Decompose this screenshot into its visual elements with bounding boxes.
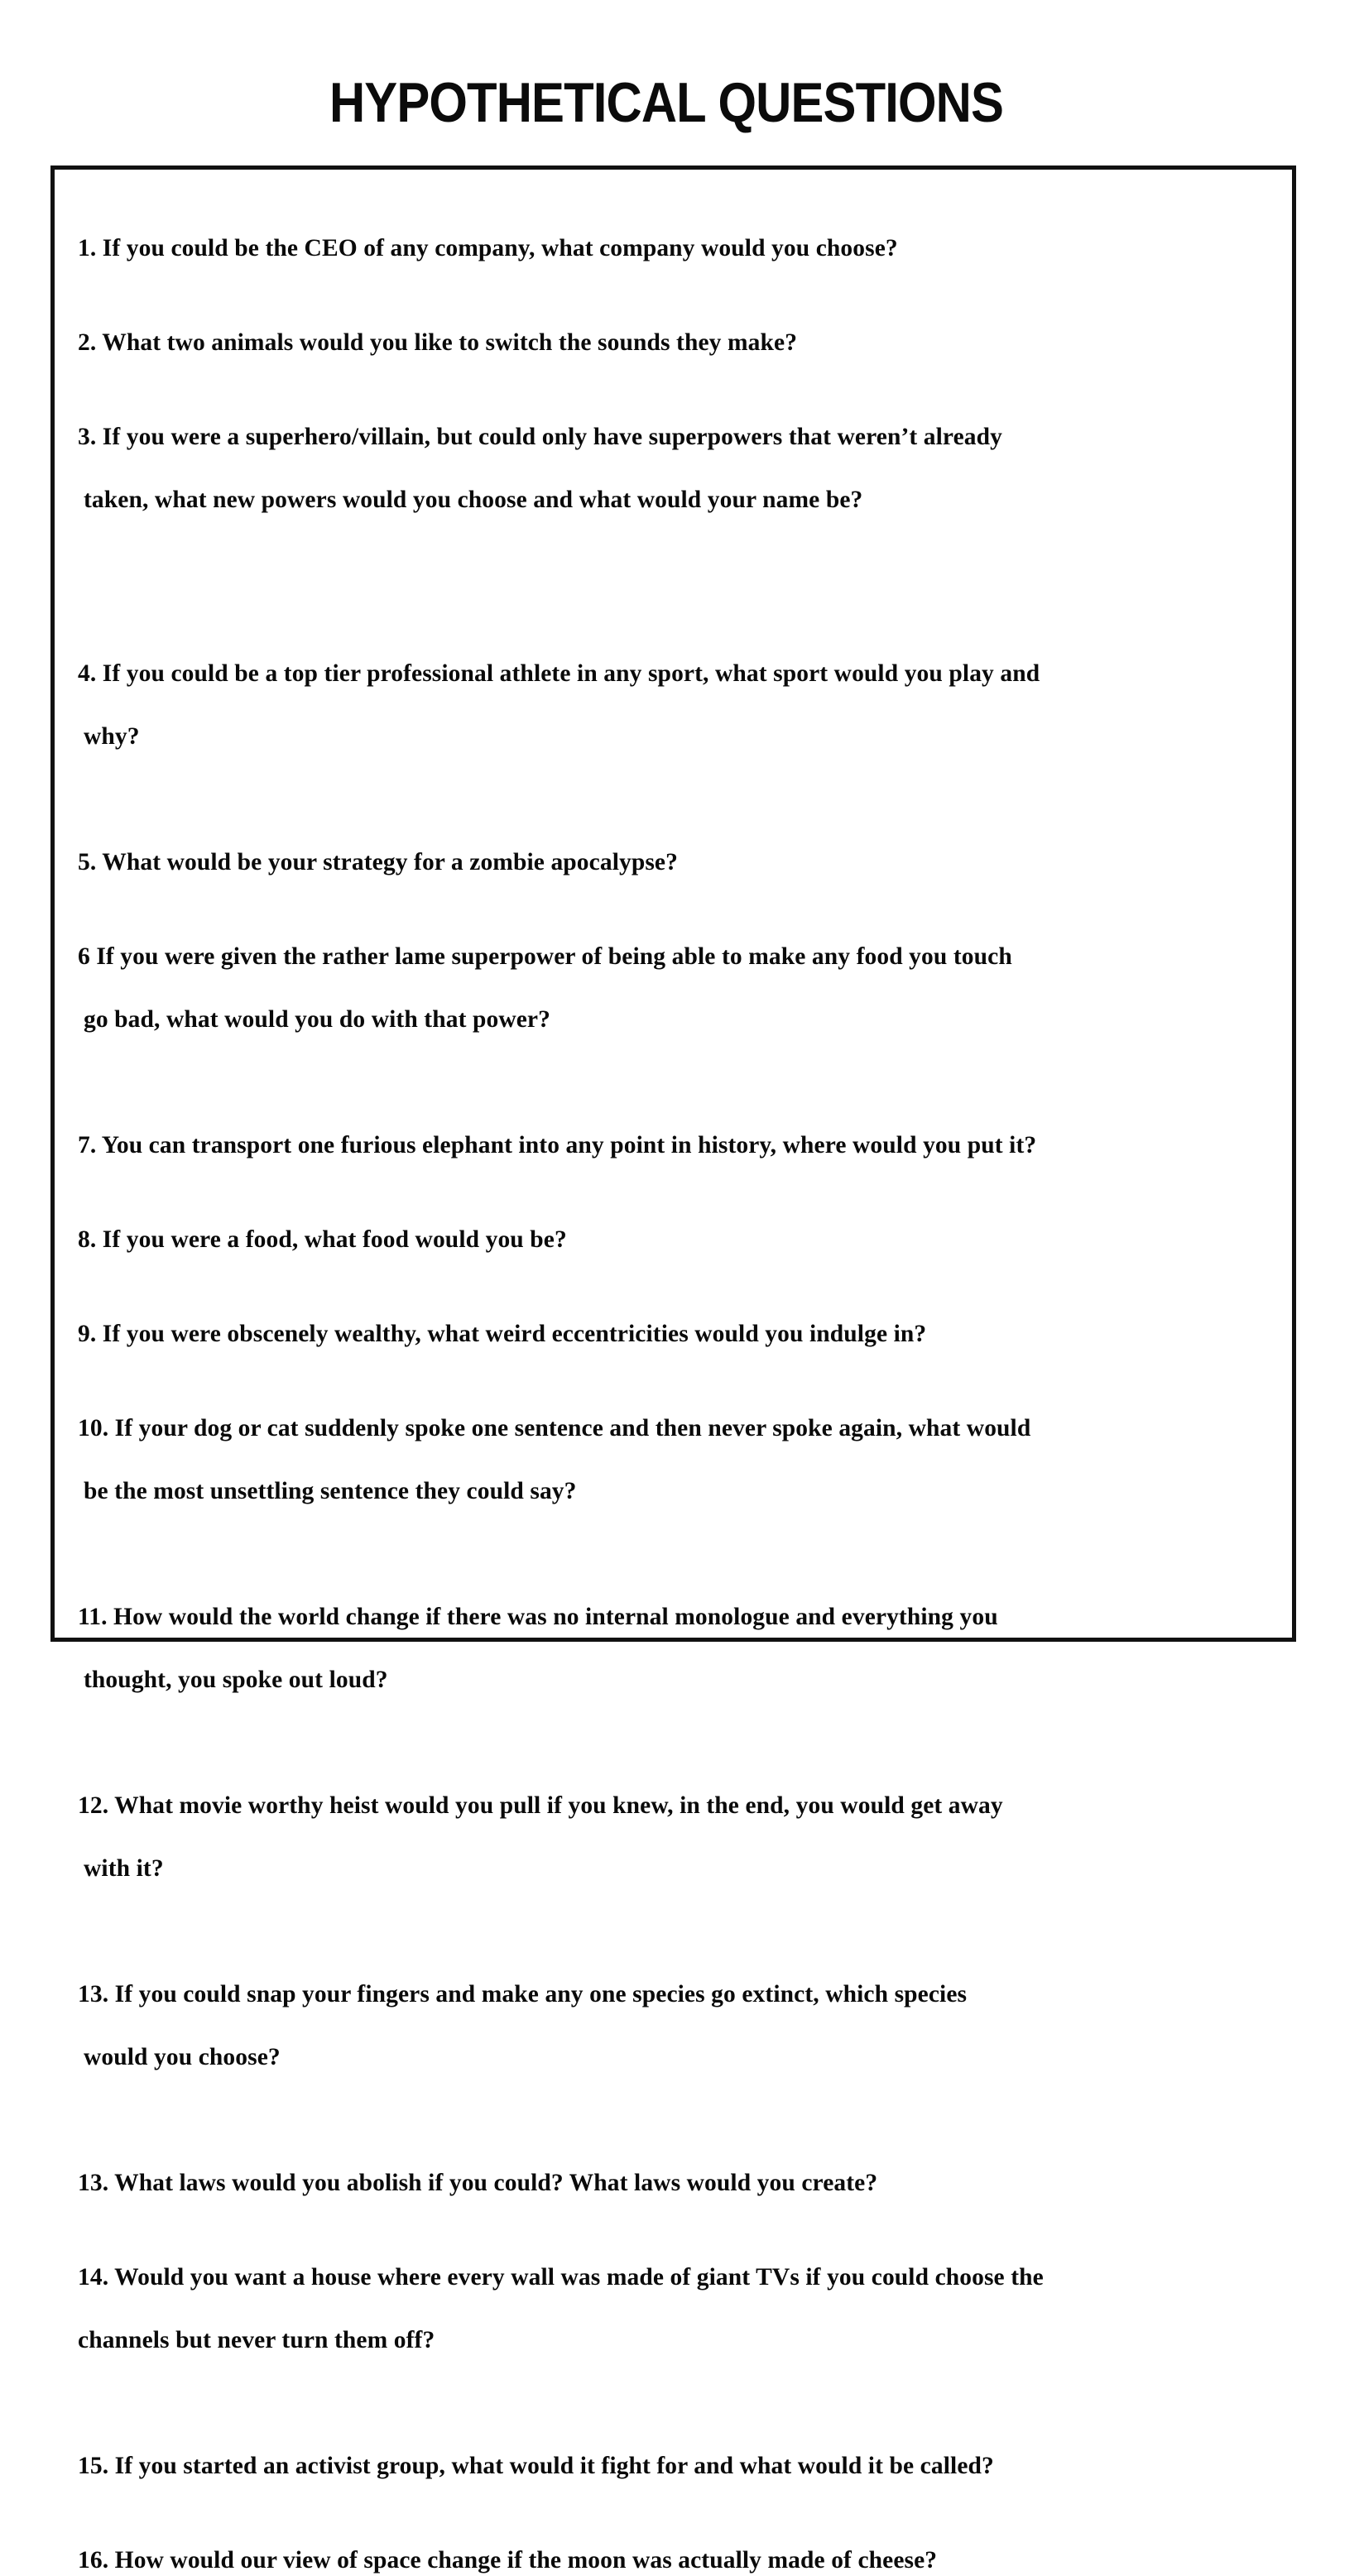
list-item <box>78 1381 1277 1538</box>
question-line-1: 12. What movie worthy heist would you pull if you knew, in the end, you would get away <box>78 1792 1003 1819</box>
list-item <box>78 2513 1277 2576</box>
spacer <box>78 1916 1277 1947</box>
questions-border-box <box>50 165 1296 2574</box>
question-line-1: 10. If your dog or cat suddenly spoke one sentence and then never spoke again, what would <box>78 1415 1031 1442</box>
question-line-2: thought, you spoke out loud? <box>84 1667 388 1693</box>
question-line-1: 13. If you could snap your fingers and make any one species go extinct, which species <box>78 1981 968 2008</box>
list-item <box>78 626 1277 784</box>
spacer <box>78 2482 1277 2513</box>
spacer <box>78 1255 1277 1287</box>
list-item <box>78 1570 1277 1727</box>
list-item <box>78 2230 1277 2387</box>
list-item <box>78 2419 1277 2482</box>
list-item <box>78 201 1277 264</box>
spacer <box>78 878 1277 909</box>
question-line-1: 6 If you were given the rather lame superpower of being able to make any food you touch <box>78 943 1012 970</box>
spacer <box>78 1350 1277 1381</box>
list-item <box>78 1192 1277 1255</box>
list-item <box>78 909 1277 1067</box>
spacer <box>78 1161 1277 1192</box>
question-line-1: 15. If you started an activist group, what would it fight for and what would it be called? <box>78 2453 994 2479</box>
list-item <box>78 1287 1277 1350</box>
spacer <box>78 1067 1277 1098</box>
questions-list <box>78 201 1277 2576</box>
question-line-1: 14. Would you want a house where every wall was made of giant TVs if you could choose the <box>78 2264 1044 2291</box>
question-line-1: 2. What two animals would you like to switch the sounds they make? <box>78 329 798 356</box>
spacer <box>78 358 1277 390</box>
question-line-1: 7. You can transport one furious elephant into any point in history, where would you put it? <box>78 1132 1037 1158</box>
question-line-1: 3. If you were a superhero/villain, but could only have superpowers that weren’t already <box>78 424 1002 450</box>
question-line-2: why? <box>84 723 140 750</box>
spacer <box>78 547 1277 626</box>
question-line-2: be the most unsettling sentence they could say? <box>84 1478 577 1504</box>
question-line-1: 11. How would the world change if there was no internal monologue and everything you <box>78 1604 998 1630</box>
list-item <box>78 390 1277 547</box>
question-line-2: taken, what new powers would you choose and what would your name be? <box>84 487 863 513</box>
question-line-1: 5. What would be your strategy for a zombie apocalypse? <box>78 849 678 875</box>
spacer <box>78 2387 1277 2419</box>
spacer <box>78 1727 1277 1758</box>
page-title: HYPOTHETICAL QUESTIONS <box>329 71 1004 134</box>
list-item <box>78 295 1277 358</box>
list-item <box>78 1947 1277 2104</box>
question-line-1: 16. How would our view of space change if the moon was actually made of cheese? <box>78 2547 938 2574</box>
question-line-1: 1. If you could be the CEO of any company, what company would you choose? <box>78 235 898 261</box>
question-line-1: 8. If you were a food, what food would you be? <box>78 1226 567 1253</box>
list-item <box>78 815 1277 878</box>
spacer <box>78 1538 1277 1570</box>
question-line-2: go bad, what would you do with that power? <box>84 1006 550 1033</box>
list-item <box>78 1758 1277 1916</box>
spacer <box>78 2199 1277 2230</box>
question-line-2: would you choose? <box>84 2044 281 2070</box>
list-item <box>78 1098 1277 1161</box>
list-item <box>78 2136 1277 2199</box>
question-line-2: channels but never turn them off? <box>78 2327 435 2353</box>
spacer <box>78 2104 1277 2136</box>
question-line-2: with it? <box>84 1855 164 1882</box>
spacer <box>78 784 1277 815</box>
spacer <box>78 264 1277 295</box>
question-line-1: 9. If you were obscenely wealthy, what weird eccentricities would you indulge in? <box>78 1321 927 1347</box>
question-line-1: 4. If you could be a top tier professional athlete in any sport, what sport would you play and <box>78 660 1040 687</box>
question-line-1: 13. What laws would you abolish if you could? What laws would you create? <box>78 2170 878 2196</box>
